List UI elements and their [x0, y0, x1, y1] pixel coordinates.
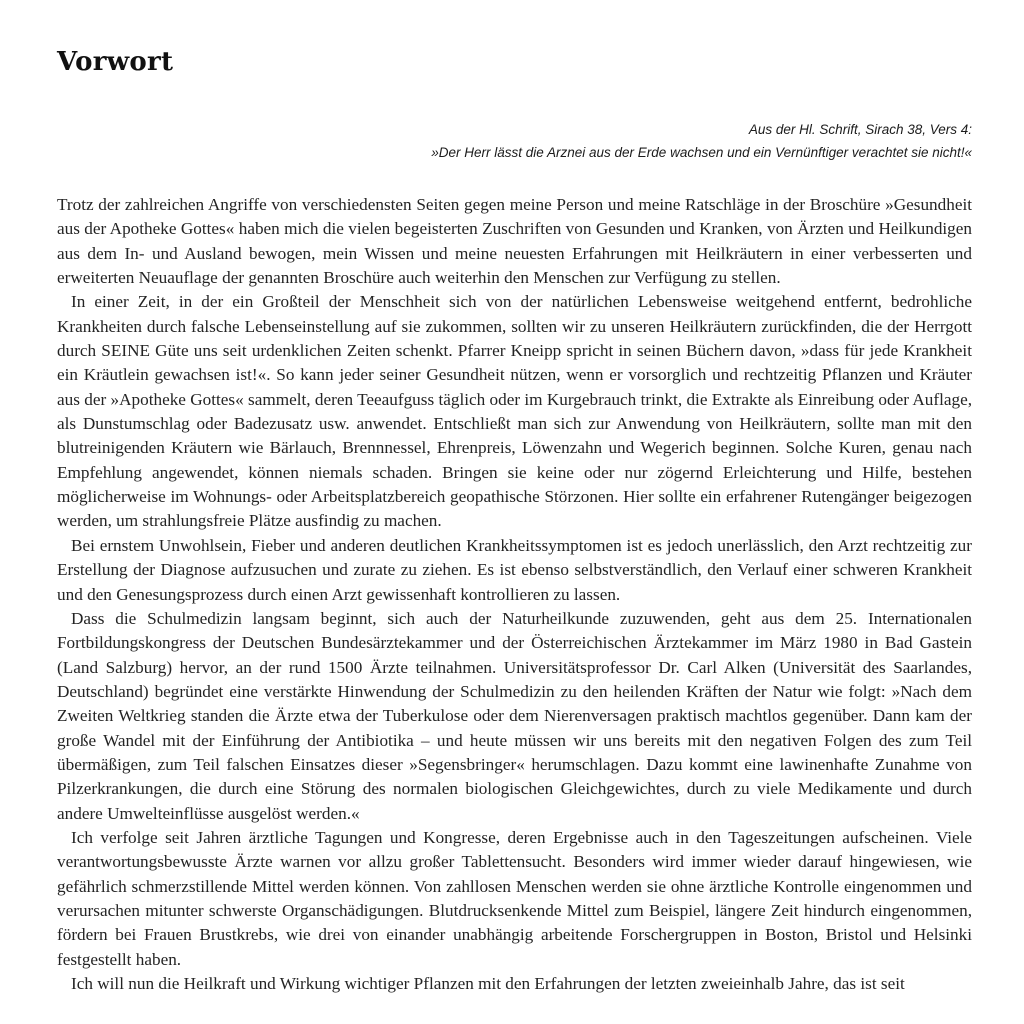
paragraph-2: In einer Zeit, in der ein Großteil der Menschheit sich von der natürlichen Lebensweise weitgehend entfernt, bedrohliche Krankheiten durch falsche Lebenseinstellung auf sie zukommen, sollten wir zu unseren Heilkräutern zurückfinden, die der Herrgott durch SEINE Güte uns seit urdenklichen Zeiten schenkt. Pfarrer Kneipp spricht in seinen Büchern davon, »dass für jede Krankheit ein Kräutlein gewachsen ist!«. So kann jeder seiner Gesundheit nützen, wenn er vorsorglich und rechtzeitig Pflanzen und Kräuter aus der »Apotheke Gottes« sammelt, deren Teeaufguss täglich oder im Kurgebrauch trinkt, die Extrakte als Einreibung oder Auflage, als Dunstumschlag oder Badezusatz usw. anwendet. Entschließt man sich zur Anwendung von Heilkräutern, sollte man mit den blutreinigenden Kräutern wie Bärlauch, Brennnessel, Ehrenpreis, Löwenzahn und Wegerich beginnen. Solche Kuren, genau nach Empfehlung angewendet, können niemals schaden. Bringen sie keine oder nur zögernd Erleichterung und Hilfe, bestehen möglicherweise im Wohnungs- oder Arbeitsplatzbereich geopathische Störzonen. Hier sollte ein erfahrener Rutengänger beigezogen werden, um strahlungsfreie Plätze ausfindig zu machen. — [57, 292, 972, 531]
paragraph-3: Bei ernstem Unwohlsein, Fieber und anderen deutlichen Krankheitssymptomen ist es jedoch unerlässlich, den Arzt rechtzeitig zur Erstellung der Diagnose aufzusuchen und zurate zu ziehen. Es ist ebenso selbstverständlich, den Verlauf einer schweren Krankheit und den Genesungsprozess durch einen Arzt gewissenhaft kontrollieren zu lassen. — [57, 535, 972, 604]
paragraph-4: Dass die Schulmedizin langsam beginnt, sich auch der Naturheilkunde zuzuwenden, geht aus dem 25. Internationalen Fortbildungskongress der Deutschen Bundesärztekammer und der Österreichischen Ärztekammer im März 1980 in Bad Gastein (Land Salzburg) hervor, an der rund 1500 Ärzte teilnahmen. Universitätsprofessor Dr. Carl Alken (Universität des Saarlandes, Deutschland) begründet eine verstärkte Hinwendung der Schulmedizin zu den heilenden Kräften der Natur wie folgt: »Nach dem Zweiten Weltkrieg standen die Ärzte etwa der Tuberkulose oder dem Nierenversagen praktisch machtlos gegenüber. Dann kam der große Wandel mit der Einführung der Antibiotika – und heute müssen wir uns bereits mit den negativen Folgen des zum Teil übermäßigen, zum Teil falschen Einsatzes dieser »Segensbringer« herumschlagen. Dazu kommt eine lawinenhafte Zunahme von Pilzerkrankungen, die durch eine Störung des normalen biologischen Gleichgewichtes, durch zu viele Medikamente und durch andere Umwelteinflüsse ausgelöst werden.« — [57, 608, 972, 823]
epigraph — [57, 118, 972, 164]
epigraph-quote: »Der Herr lässt die Arznei aus der Erde wachsen und ein Vernünftiger verachtet sie nicht!« — [431, 145, 972, 160]
preface-body — [57, 193, 972, 996]
paragraph-6: Ich will nun die Heilkraft und Wirkung wichtiger Pflanzen mit den Erfahrungen der letzten zweieinhalb Jahre, das ist seit — [71, 974, 905, 993]
paragraph-1: Trotz der zahlreichen Angriffe von verschiedensten Seiten gegen meine Person und meine Ratschläge in der Broschüre »Gesundheit aus der Apotheke Gottes« haben mich die vielen begeisterten Zuschriften von Gesunden und Kranken, von Ärzten und Heilkundigen aus dem In- und Ausland bewogen, mein Wissen und meine neuesten Erfahrungen mit Heilkräutern in einer verbesserten und erweiterten Neuauflage der genannten Broschüre auch weiterhin den Menschen zur Verfügung zu stellen. — [57, 195, 972, 288]
page-title: Vorwort — [57, 47, 174, 77]
paragraph-5: Ich verfolge seit Jahren ärztliche Tagungen und Kongresse, deren Ergebnisse auch in den Tageszeitungen aufscheinen. Viele verantwortungsbewusste Ärzte warnen vor allzu großer Tablettensucht. Besonders wird immer wieder darauf hingewiesen, wie gefährlich schmerzstillende Mittel werden können. Von zahllosen Menschen werden sie ohne ärztliche Kontrolle eingenommen und verursachen mitunter schwerste Organschädigungen. Blutdrucksenkende Mittel zum Beispiel, längere Zeit hindurch eingenommen, fördern bei Frauen Brustkrebs, wie drei von einander unabhängig arbeitende Forschergruppen in Boston, Bristol und Helsinki festgestellt haben. — [57, 827, 972, 969]
epigraph-source: Aus der Hl. Schrift, Sirach 38, Vers 4: — [748, 122, 972, 137]
